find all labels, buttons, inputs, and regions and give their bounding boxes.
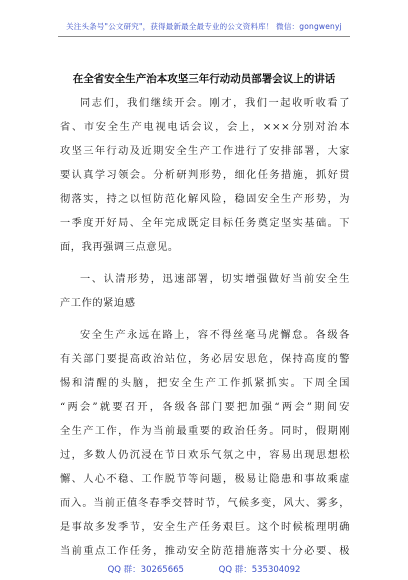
body-line: “两会”就要召开，各级各部门要把加强“两会”期间安	[60, 402, 350, 413]
body-line: 彻落实，持之以恒防范化解风险，稳固安全生产形势，为	[60, 194, 350, 205]
body-line: 当前重点工作任务，推动安全防范措施落实十分必要、极	[60, 546, 350, 557]
body-line: 懈、人心不稳、工作脱节等问题，极易让隐患和事故乘虚	[60, 474, 350, 485]
body-line: 要认真学习领会。分析研判形势，细化任务措施，抓好贯	[60, 170, 350, 181]
body-line: 全生产工作，作为当前最重要的政治任务。同时，假期刚	[60, 426, 350, 437]
body-line: 有关部门要提高政治站位，务必居安思危，保持高度的警	[60, 354, 350, 365]
page-footer-qq	[0, 563, 408, 575]
qq-group-left: QQ 群：30265665	[107, 565, 184, 575]
document-title: 在全省安全生产治本攻坚三年行动动员部署会议上的讲话	[72, 73, 336, 85]
body-line: 省、市安全生产电视电话会议，会上，×××分别对治本	[60, 122, 350, 133]
body-line: 同志们，我们继续开会。刚才，我们一起收听收看了	[80, 98, 350, 109]
body-line: 安全生产永远在路上，容不得丝毫马虎懈怠。各级各	[80, 330, 350, 341]
qq-group-right: QQ 群：535304092	[218, 565, 301, 575]
section-heading-line: 一、认清形势，迅速部署，切实增强做好当前安全生	[80, 274, 350, 285]
header-divider	[58, 36, 350, 37]
body-line: 是事故多发季节，安全生产任务艰巨。这个时候梳理明确	[60, 522, 350, 533]
body-line: 惕和清醒的头脑，把安全生产工作抓紧抓实。下周全国	[60, 378, 350, 389]
body-line: 面，我再强调三点意见。	[60, 242, 179, 253]
body-line: 而入。当前正值冬春季交替时节，气候多变，风大、雾多，	[60, 498, 350, 509]
body-line: 过，多数人仍沉浸在节日欢乐气氛之中，容易出现思想松	[60, 450, 350, 461]
section-heading-line: 产工作的紧迫感	[60, 298, 136, 309]
page-header-promo: 关注头条号"公文研究"，获得最新最全最专业的公文资料库！ 微信：gongwenyj	[66, 22, 342, 31]
body-line: 攻坚三年行动及近期安全生产工作进行了安排部署，大家	[60, 146, 350, 157]
body-line: 一季度开好局、全年完成既定目标任务奠定坚实基础。下	[60, 218, 350, 229]
